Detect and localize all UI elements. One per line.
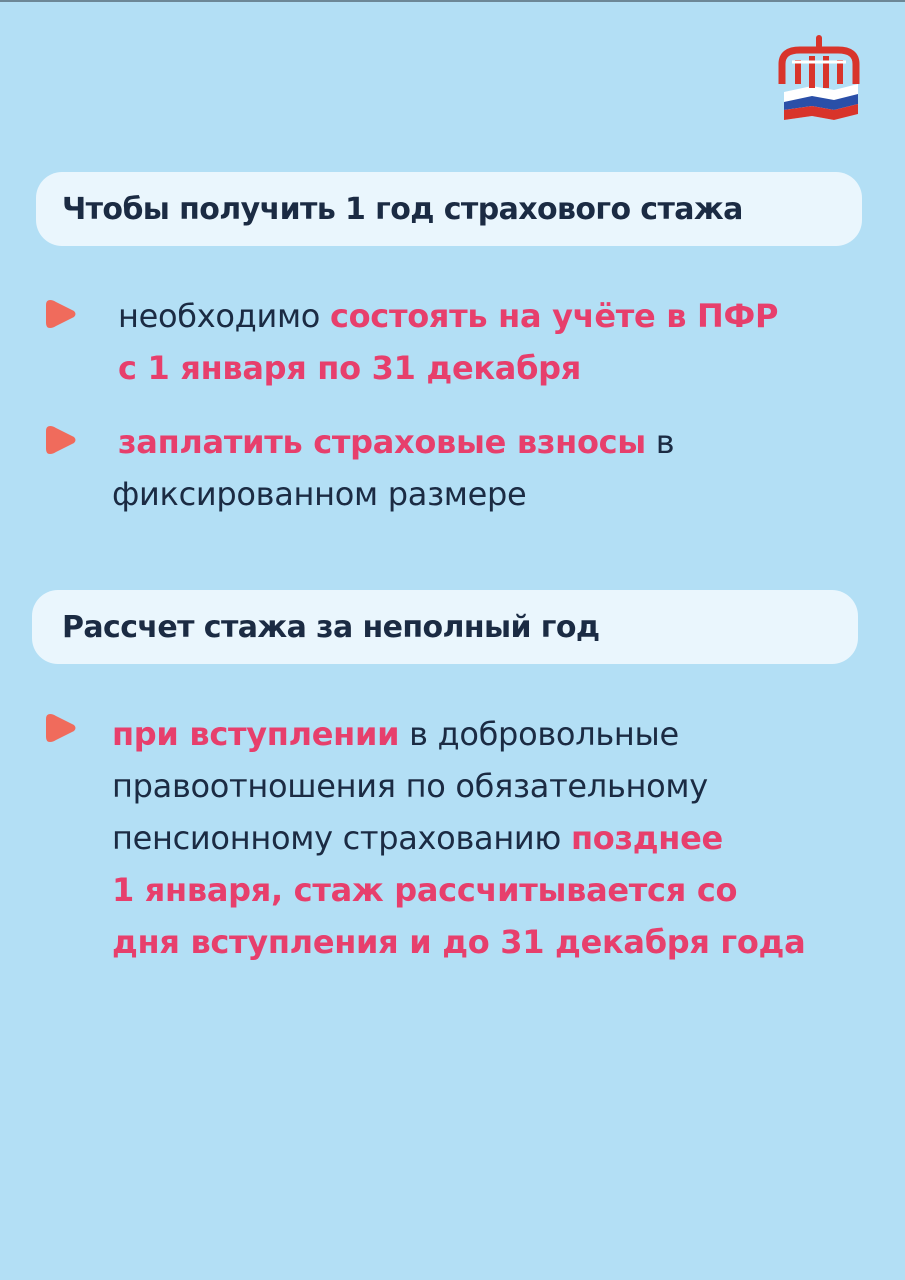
bullet-icon <box>44 422 78 458</box>
section1-heading-pill <box>36 172 862 246</box>
bullet-icon <box>44 296 78 332</box>
item-highlight: позднее <box>570 819 723 857</box>
item-highlight: состоять на учёте в ПФР <box>329 297 779 335</box>
item-highlight: при вступлении <box>112 715 400 753</box>
item-text: необходимо <box>118 297 330 335</box>
section1-heading: Чтобы получить 1 год страхового стажа <box>62 191 743 227</box>
item-text: фиксированном размере <box>112 475 527 513</box>
bullet-icon <box>44 710 78 746</box>
section1-item1 <box>118 290 878 394</box>
section1-item2 <box>112 416 812 520</box>
item-highlight: 1 января, стаж рассчитывается со <box>112 871 738 909</box>
item-highlight: с 1 января по 31 декабря <box>118 349 581 387</box>
section2-item1 <box>112 708 882 968</box>
item-text: правоотношения по обязательному <box>112 767 708 805</box>
item-text: в <box>645 423 675 461</box>
item-text: в добровольные <box>399 715 679 753</box>
section2-heading: Рассчет стажа за неполный год <box>62 609 600 645</box>
section2-heading-pill <box>32 590 858 664</box>
item-highlight: дня вступления и до 31 декабря года <box>112 923 806 961</box>
item-highlight: заплатить страховые взносы <box>118 423 646 461</box>
item-text: пенсионному страхованию <box>112 819 571 857</box>
pfr-logo-icon <box>774 34 864 120</box>
top-border <box>0 0 905 2</box>
